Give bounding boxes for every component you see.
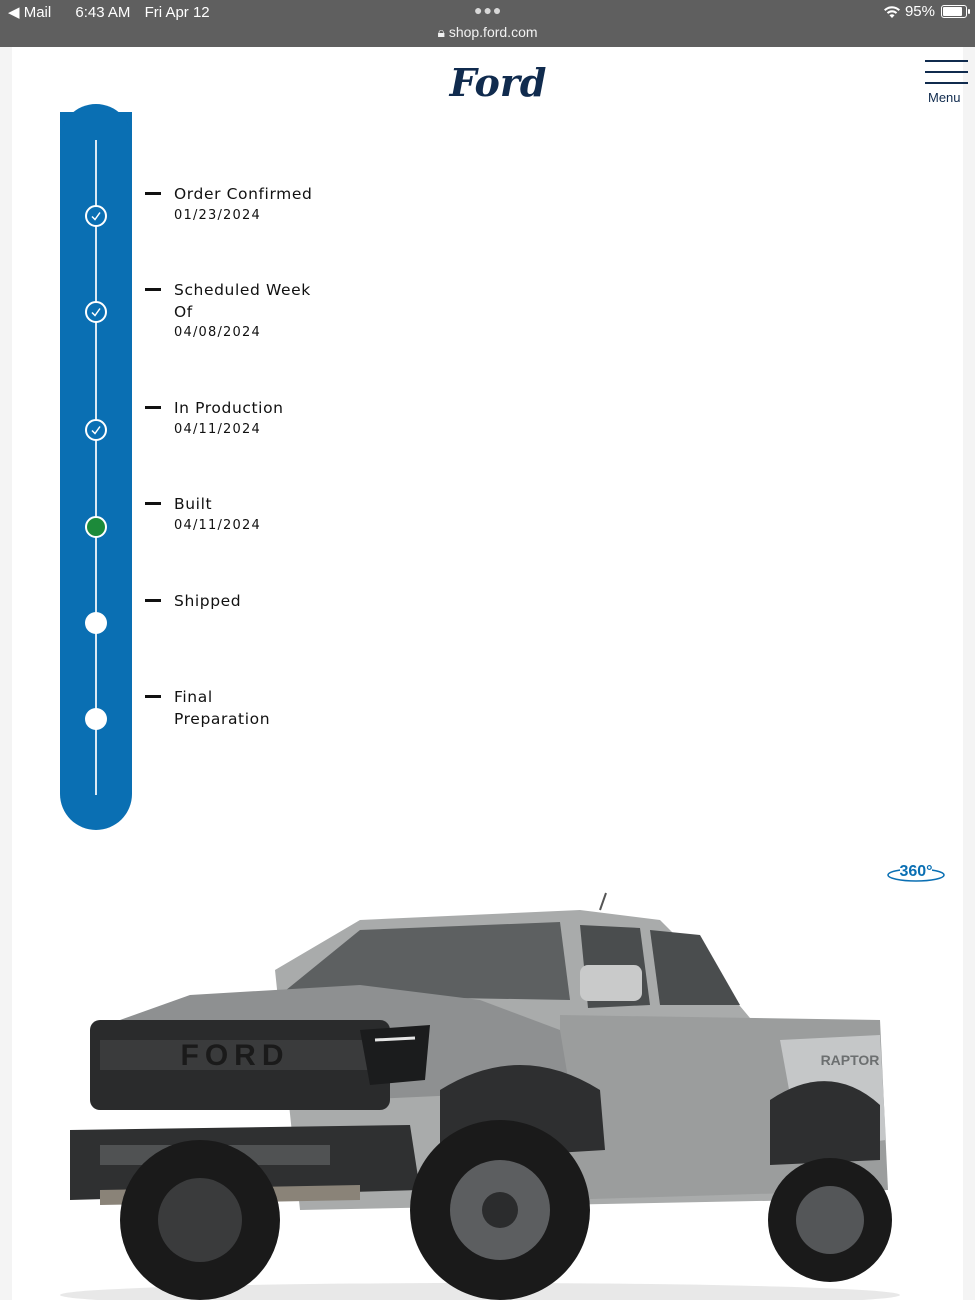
- status-left: [8, 3, 220, 21]
- battery-percent: 95%: [904, 3, 935, 20]
- status-right: [883, 3, 967, 20]
- menu-line-icon: [925, 82, 968, 84]
- step-node-final-preparation: [85, 708, 107, 730]
- view-360-label: 360°: [899, 863, 933, 880]
- wifi-icon: [883, 5, 901, 19]
- status-bar: [0, 0, 975, 47]
- page-gutter-left: [0, 47, 12, 1300]
- step-dash: [145, 192, 161, 195]
- battery-icon: [941, 5, 967, 18]
- step-title: Order Confirmed: [174, 185, 313, 203]
- step-title: Final Preparation: [174, 688, 271, 728]
- url-text: shop.ford.com: [448, 24, 538, 40]
- status-time: 6:43 AM: [75, 4, 131, 21]
- step-date: 04/11/2024: [174, 518, 261, 533]
- step-title: Scheduled Week Of: [174, 281, 311, 321]
- order-status-track: [60, 112, 132, 830]
- step-date: 01/23/2024: [174, 208, 261, 223]
- vehicle-badge: RAPTOR: [820, 1052, 880, 1068]
- status-date: Fri Apr 12: [144, 4, 210, 21]
- check-icon: [89, 423, 103, 437]
- step-title: Shipped: [174, 592, 242, 610]
- step-node-in-production: [85, 419, 107, 441]
- check-icon: [89, 209, 103, 223]
- back-app-label: Mail: [23, 4, 52, 21]
- step-dash: [145, 695, 161, 698]
- back-to-mail-link[interactable]: ◀ Mail: [8, 4, 52, 21]
- ford-logo-icon: [444, 58, 552, 106]
- step-title: In Production: [174, 399, 284, 417]
- menu-label: Menu: [928, 90, 961, 105]
- check-icon: [89, 305, 103, 319]
- step-date: 04/11/2024: [174, 422, 261, 437]
- menu-line-icon: [925, 71, 968, 73]
- multitasking-dots-icon[interactable]: ●●●: [474, 2, 503, 18]
- svg-text:FORD: FORD: [180, 1039, 290, 1072]
- step-node-built: [85, 516, 107, 538]
- track-line: [95, 140, 97, 795]
- step-dash: [145, 502, 161, 505]
- logo-text: Ford: [449, 60, 547, 105]
- menu-button[interactable]: [922, 58, 972, 108]
- lock-icon: 🔒︎: [437, 24, 445, 40]
- step-node-shipped: [85, 612, 107, 634]
- step-dash: [145, 406, 161, 409]
- view-360-button[interactable]: [886, 858, 946, 888]
- step-dash: [145, 288, 161, 291]
- step-date: 04/08/2024: [174, 325, 261, 340]
- page-gutter-right: [963, 47, 975, 1300]
- step-title: Built: [174, 495, 213, 513]
- step-node-order-confirmed: [85, 205, 107, 227]
- step-node-scheduled: [85, 301, 107, 323]
- vehicle-image[interactable]: [60, 890, 900, 1300]
- address-bar[interactable]: [0, 24, 975, 41]
- menu-line-icon: [925, 60, 968, 62]
- step-dash: [145, 599, 161, 602]
